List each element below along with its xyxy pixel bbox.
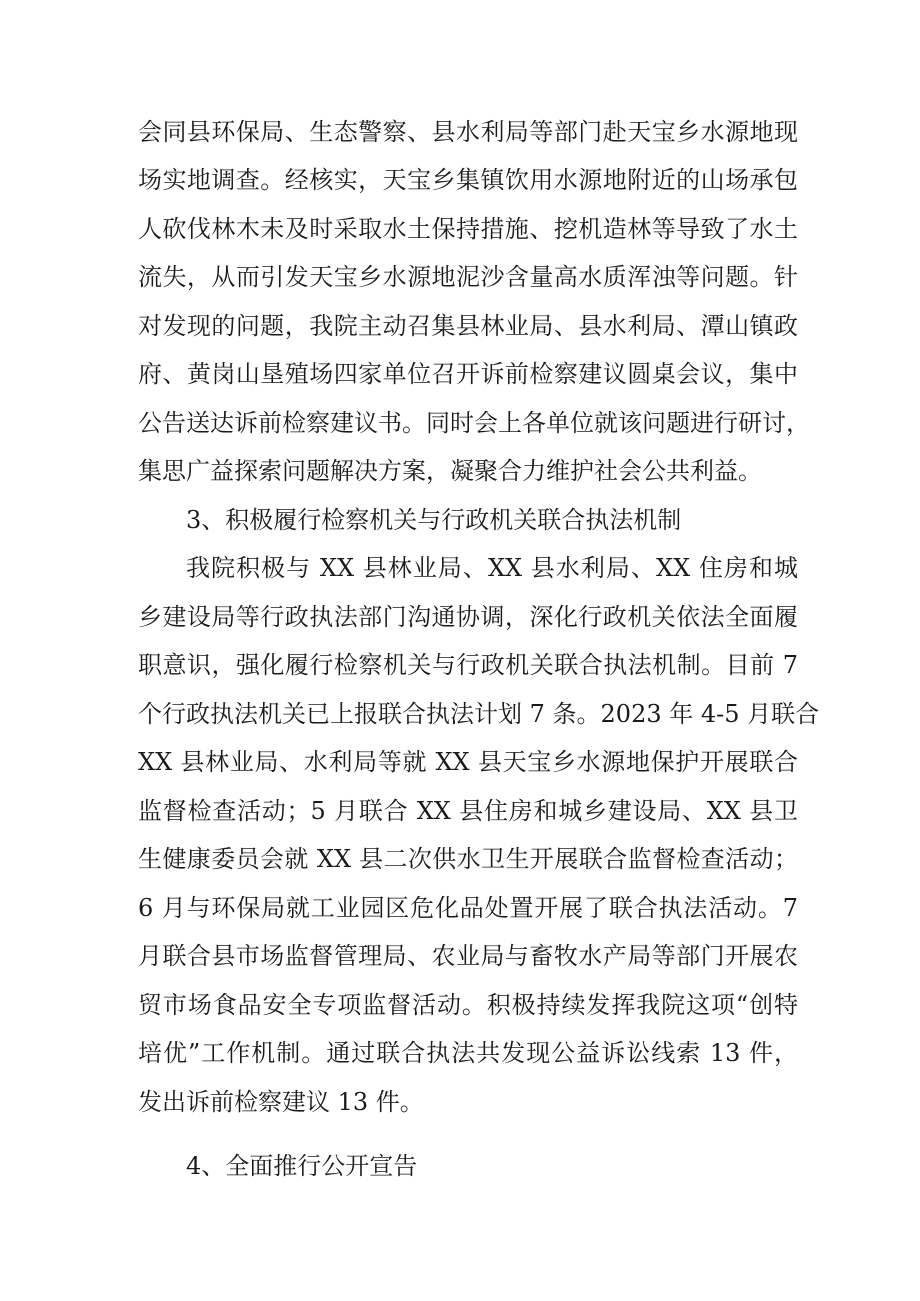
paragraph-1-line-5: 对发现的问题，我院主动召集县林业局、县水利局、潭山镇政 — [138, 312, 798, 340]
paragraph-2-line-4: 个行政执法机关已上报联合执法计划 7 条。2023 年 4-5 月联合 — [138, 700, 820, 728]
paragraph-1-line-6: 府、黄岗山垦殖场四家单位召开诉前检察建议圆桌会议，集中 — [138, 360, 798, 388]
paragraph-2-line-11: 培优”工作机制。通过联合执法共发现公益诉讼线索 13 件， — [138, 1039, 798, 1067]
paragraph-2-line-3: 职意识，强化履行检察机关与行政机关联合执法机制。目前 7 — [138, 651, 798, 679]
paragraph-2-line-12: 发出诉前检察建议 13 件。 — [138, 1088, 424, 1116]
paragraph-1-line-2: 场实地调查。经核实，天宝乡集镇饮用水源地附近的山场承包 — [138, 166, 798, 194]
paragraph-1-line-1: 会同县环保局、生态警察、县水利局等部门赴天宝乡水源地现 — [138, 118, 798, 146]
paragraph-1-line-4: 流失，从而引发天宝乡水源地泥沙含量高水质浑浊等问题。针 — [138, 263, 798, 291]
paragraph-2-line-5: XX 县林业局、水利局等就 XX 县天宝乡水源地保护开展联合 — [138, 748, 798, 776]
section-heading-4: 4、全面推行公开宣告 — [186, 1152, 418, 1180]
paragraph-2-line-7: 生健康委员会就 XX 县二次供水卫生开展联合监督检查活动； — [138, 845, 798, 873]
paragraph-2-line-1: 我院积极与 XX 县林业局、XX 县水利局、XX 住房和城 — [186, 554, 798, 582]
section-heading-3: 3、积极履行检察机关与行政机关联合执法机制 — [186, 506, 682, 534]
paragraph-2-line-2: 乡建设局等行政执法部门沟通协调，深化行政机关依法全面履 — [138, 603, 798, 631]
paragraph-1-line-8: 集思广益探索问题解决方案，凝聚合力维护社会公共利益。 — [138, 457, 762, 485]
paragraph-2-line-10: 贸市场食品安全专项监督活动。积极持续发挥我院这项“创特 — [138, 991, 798, 1019]
paragraph-2-line-6: 监督检查活动；5 月联合 XX 县住房和城乡建设局、XX 县卫 — [138, 797, 798, 825]
paragraph-2-line-9: 月联合县市场监督管理局、农业局与畜牧水产局等部门开展农 — [138, 942, 798, 970]
paragraph-1-line-3: 人砍伐林木未及时采取水土保持措施、挖机造林等导致了水土 — [138, 215, 798, 243]
paragraph-1-line-7: 公告送达诉前检察建议书。同时会上各单位就该问题进行研讨， — [138, 409, 810, 437]
paragraph-2-line-8: 6 月与环保局就工业园区危化品处置开展了联合执法活动。7 — [138, 894, 798, 922]
